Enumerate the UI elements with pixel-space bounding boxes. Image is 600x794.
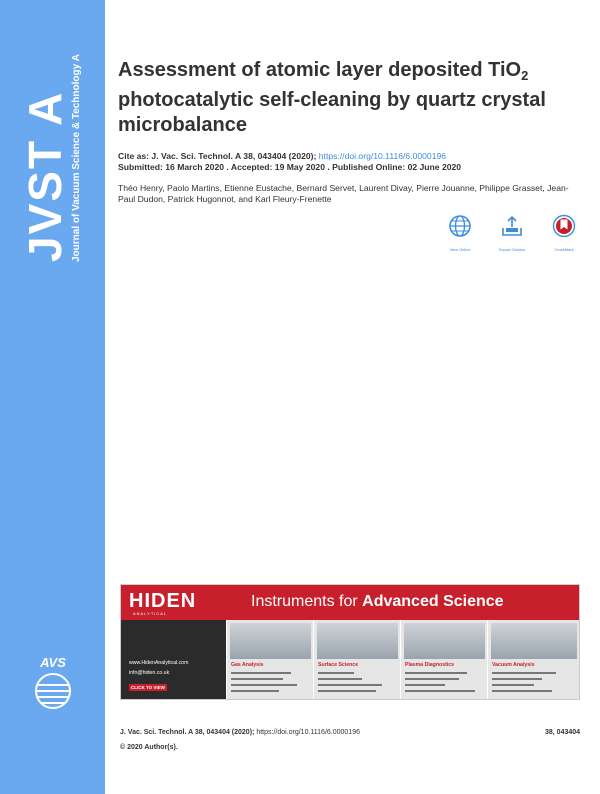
ad-panel-image xyxy=(404,623,485,659)
doi-link[interactable]: https://doi.org/10.1116/6.0000196 xyxy=(318,151,447,161)
export-citation-button[interactable] xyxy=(492,214,532,252)
citation-line xyxy=(118,151,578,162)
ad-panel-text-line xyxy=(405,672,467,674)
ad-panel-image xyxy=(317,623,398,659)
journal-logo-text: JVST A xyxy=(19,90,71,262)
ad-email-link[interactable]: info@hiden.co.uk xyxy=(129,670,170,676)
ad-panel-text-line xyxy=(231,672,291,674)
ad-tagline xyxy=(251,593,504,611)
ad-brand: HIDEN xyxy=(129,590,197,612)
avs-logo xyxy=(30,655,76,711)
ad-panel-text-line xyxy=(492,672,556,674)
ad-panel-title: Vacuum Analysis xyxy=(492,662,535,668)
ad-panel-surface-science xyxy=(313,620,400,699)
footer-cite-label: J. Vac. Sci. Technol. A 38, 043404 (2020); xyxy=(120,729,255,736)
ad-panel-text-line xyxy=(405,684,445,686)
avs-globe-icon xyxy=(30,671,76,711)
ad-panel-text-line xyxy=(231,690,279,692)
ad-panel-text-line xyxy=(318,684,382,686)
article-title xyxy=(118,58,578,138)
ad-panel-text-line xyxy=(231,684,297,686)
ad-panel-text-line xyxy=(492,684,534,686)
ad-panel-text-line xyxy=(405,690,475,692)
title-part-2: photocatalytic self-cleaning by quartz crystal microbalance xyxy=(118,89,546,136)
ad-panel-gas-analysis xyxy=(226,620,313,699)
ad-cta-label: CLICK TO VIEW xyxy=(131,685,165,690)
footer-citation xyxy=(120,729,360,736)
publication-dates: Submitted: 16 March 2020 . Accepted: 19 May 2020 . Published Online: 02 June 2020 xyxy=(118,162,462,172)
ad-panel-text-line xyxy=(492,678,542,680)
view-online-button[interactable] xyxy=(440,214,480,252)
journal-sidebar xyxy=(0,0,105,794)
ad-panel-text-line xyxy=(318,678,362,680)
avs-label: AVS xyxy=(40,655,66,670)
ad-panel-title: Plasma Diagnostics xyxy=(405,662,455,668)
ad-panel-text-line xyxy=(318,672,354,674)
copyright-notice: © 2020 Author(s). xyxy=(120,744,178,751)
ad-panel-text-line xyxy=(492,690,552,692)
export-citation-label: Export Citation xyxy=(498,247,526,252)
globe-icon xyxy=(448,214,472,238)
ad-panel-text-line xyxy=(405,678,459,680)
export-icon xyxy=(500,214,524,238)
crossmark-button[interactable] xyxy=(544,214,584,252)
ad-header xyxy=(121,585,579,620)
title-subscript: 2 xyxy=(521,68,529,83)
crossmark-icon xyxy=(552,214,576,238)
ad-website-link[interactable]: www.HidenAnalytical.com xyxy=(129,660,189,666)
ad-panel-vacuum-analysis xyxy=(487,620,579,699)
ad-tagline-pre: Instruments for xyxy=(251,593,363,610)
ad-panel-text-line xyxy=(318,690,376,692)
crossmark-label: CrossMark xyxy=(554,247,574,252)
title-part-1: Assessment of atomic layer deposited TiO xyxy=(118,59,522,81)
footer-doi-link[interactable]: https://doi.org/10.1116/6.0000196 xyxy=(256,729,360,736)
ad-tagline-bold: Advanced Science xyxy=(362,593,504,610)
ad-brand-sub: ANALYTICAL xyxy=(133,611,168,616)
ad-cta[interactable] xyxy=(129,685,167,690)
ad-panel-plasma-diagnostics xyxy=(400,620,487,699)
ad-panel-text-line xyxy=(231,678,283,680)
author-list: Théo Henry, Paolo Martins, Etienne Eustache, Bernard Servet, Laurent Divay, Pierre Jouanne, Philippe Grasset, Jean-Paul Dudon, Patrick Hugonnot, and Karl Fleury-Frenette xyxy=(118,183,569,204)
footer-article-number: 38, 043404 xyxy=(545,729,581,736)
journal-logo xyxy=(19,54,212,262)
view-online-label: View Online xyxy=(449,247,471,252)
advertisement-banner[interactable] xyxy=(120,584,580,700)
ad-contact-panel xyxy=(121,620,226,699)
citation-label: Cite as: J. Vac. Sci. Technol. A 38, 043404 (2020); xyxy=(118,151,317,161)
ad-panel-image xyxy=(491,623,577,659)
journal-full-name: Journal of Vacuum Science & Technology A xyxy=(71,54,82,262)
ad-panel-title: Gas Analysis xyxy=(231,662,264,668)
ad-panel-title: Surface Science xyxy=(318,662,359,668)
ad-panel-image xyxy=(230,623,311,659)
